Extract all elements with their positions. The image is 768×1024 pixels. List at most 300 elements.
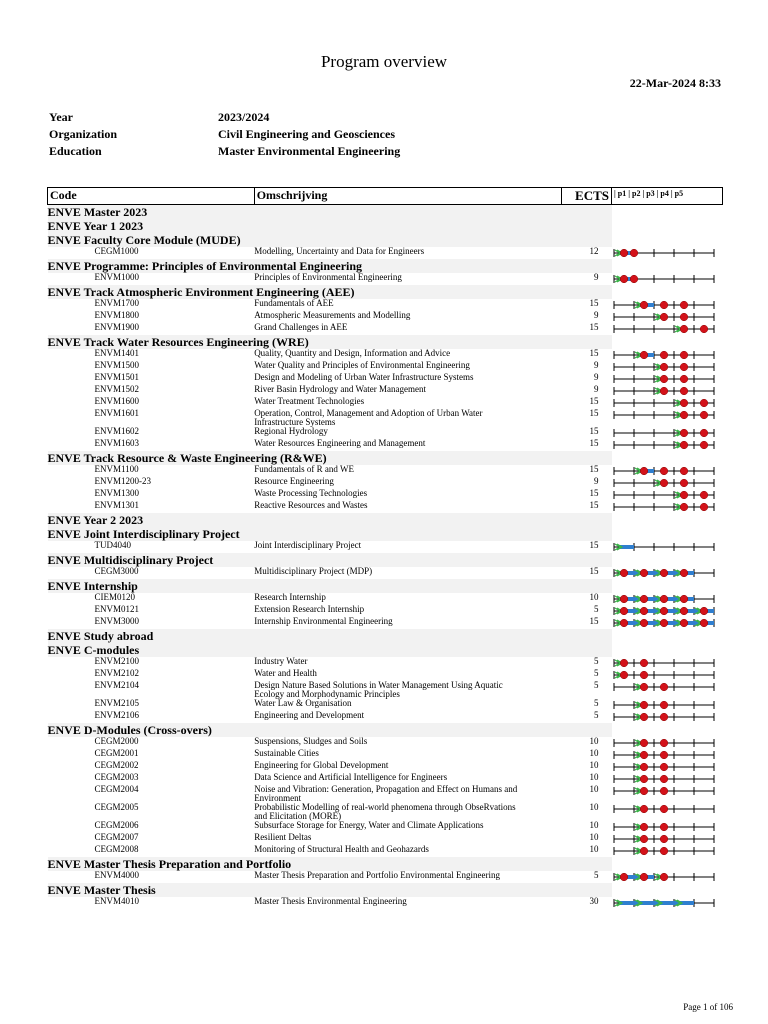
timeline-graphic — [612, 501, 716, 513]
exam-dot-icon — [660, 363, 668, 371]
course-timeline — [612, 593, 723, 605]
course-description-line: Engineering and Development — [254, 710, 365, 720]
group-label: ENVE Internship — [48, 579, 612, 593]
course-code: ENVM1502 — [94, 384, 139, 394]
course-description-line: Fundamentals of R and WE — [254, 464, 355, 474]
exam-dot-icon — [700, 503, 708, 511]
exam-dot-icon — [680, 479, 688, 487]
exam-dot-icon — [660, 607, 668, 615]
course-row — [48, 593, 723, 605]
exam-dot-icon — [640, 835, 648, 843]
group-label: ENVE C-modules — [48, 643, 612, 657]
course-timeline — [612, 605, 723, 617]
course-description — [254, 501, 561, 513]
course-description-line: Joint Interdisciplinary Project — [254, 540, 362, 550]
exam-dot-icon — [660, 683, 668, 691]
timeline-graphic — [612, 361, 716, 373]
course-description-line: Noise and Vibration: Generation, Propagation and Effect on Humans and — [254, 784, 518, 794]
group-spacer — [612, 527, 723, 541]
exam-dot-icon — [640, 713, 648, 721]
group-row — [48, 629, 723, 643]
group-row — [48, 553, 723, 567]
timeline-graphic — [612, 247, 716, 259]
course-timeline — [612, 541, 723, 553]
course-timeline — [612, 349, 723, 361]
exam-dot-icon — [660, 351, 668, 359]
meta-value: Civil Engineering and Geosciences — [218, 127, 395, 141]
course-timeline — [612, 323, 723, 335]
timeline-graphic — [612, 897, 716, 909]
exam-dot-icon — [620, 659, 628, 667]
course-code: ENVM1500 — [94, 360, 139, 370]
course-row — [48, 657, 723, 669]
course-timeline — [612, 477, 723, 489]
course-row — [48, 821, 723, 833]
course-code: ENVM1401 — [94, 348, 139, 358]
exam-dot-icon — [680, 569, 688, 577]
timeline-graphic — [612, 699, 716, 711]
course-ects: 15 — [589, 438, 599, 448]
course-code: CEGM1000 — [94, 246, 139, 256]
course-timeline — [612, 871, 723, 883]
exam-dot-icon — [620, 275, 628, 283]
course-ects: 10 — [589, 772, 599, 782]
exam-dot-icon — [680, 411, 688, 419]
group-spacer — [612, 205, 723, 220]
meta-label: Education — [49, 144, 102, 158]
exam-dot-icon — [660, 595, 668, 603]
course-code: ENVM2100 — [94, 656, 139, 666]
course-description-line: Environment — [254, 793, 302, 803]
course-ects: 9 — [594, 372, 599, 382]
timeline-graphic — [612, 311, 716, 323]
exam-dot-icon — [620, 873, 628, 881]
course-ects: 9 — [594, 272, 599, 282]
exam-dot-icon — [680, 441, 688, 449]
group-label: ENVE Master Thesis — [48, 883, 612, 897]
course-ects: 12 — [589, 246, 599, 256]
course-code: ENVM4010 — [94, 896, 139, 906]
course-timeline — [612, 501, 723, 513]
timeline-graphic — [612, 567, 716, 579]
exam-dot-icon — [640, 671, 648, 679]
exam-dot-icon — [640, 569, 648, 577]
course-timeline — [612, 409, 723, 427]
course-code: ENVM0121 — [94, 604, 139, 614]
group-label: ENVE Multidisciplinary Project — [48, 553, 612, 567]
exam-dot-icon — [640, 683, 648, 691]
timeline-graphic — [612, 669, 716, 681]
course-timeline — [612, 821, 723, 833]
course-timeline — [612, 299, 723, 311]
timeline-graphic — [612, 349, 716, 361]
exam-dot-icon — [700, 411, 708, 419]
course-timeline — [612, 785, 723, 803]
course-row — [48, 247, 723, 259]
exam-dot-icon — [640, 739, 648, 747]
course-row — [48, 871, 723, 883]
course-description-line: Research Internship — [254, 592, 326, 602]
course-code: ENVM1200-23 — [94, 476, 151, 486]
course-timeline — [612, 489, 723, 501]
course-timeline — [612, 897, 723, 909]
exam-dot-icon — [660, 739, 668, 747]
course-ects: 10 — [589, 736, 599, 746]
course-code: CEGM2005 — [94, 802, 139, 812]
course-timeline — [612, 273, 723, 285]
exam-dot-icon — [660, 701, 668, 709]
timestamp: 22-Mar-2024 8:33 — [629, 76, 721, 90]
course-ects: 15 — [589, 566, 599, 576]
exam-dot-icon — [700, 619, 708, 627]
timeline-graphic — [612, 299, 716, 311]
course-description-line: Master Thesis Preparation and Portfolio Environmental Engineering — [254, 870, 500, 880]
course-timeline — [612, 681, 723, 699]
exam-dot-icon — [620, 619, 628, 627]
timeline-graphic — [612, 541, 716, 553]
course-description-line: Engineering for Global Development — [254, 760, 389, 770]
exam-dot-icon — [680, 325, 688, 333]
exam-dot-icon — [660, 847, 668, 855]
exam-dot-icon — [640, 595, 648, 603]
course-timeline — [612, 711, 723, 723]
course-description-line: Design and Modeling of Urban Water Infrastructure Systems — [254, 372, 474, 382]
course-description-line: Water Treatment Technologies — [254, 396, 365, 406]
course-ects: 10 — [589, 820, 599, 830]
course-ects: 5 — [594, 604, 599, 614]
group-spacer — [612, 643, 723, 657]
course-code: ENVM2104 — [94, 680, 139, 690]
page-title: Program overview — [320, 52, 448, 71]
course-timeline — [612, 361, 723, 373]
meta-year — [49, 110, 270, 125]
exam-dot-icon — [700, 429, 708, 437]
course-row — [48, 845, 723, 857]
group-spacer — [612, 285, 723, 299]
meta-label: Organization — [49, 127, 117, 141]
course-code: ENVM2105 — [94, 698, 139, 708]
exam-dot-icon — [680, 399, 688, 407]
course-ects: 10 — [589, 844, 599, 854]
course-timeline — [612, 439, 723, 451]
exam-dot-icon — [680, 607, 688, 615]
group-spacer — [612, 723, 723, 737]
exam-dot-icon — [660, 805, 668, 813]
header-description: Omschrijving — [254, 188, 561, 205]
course-timeline — [612, 427, 723, 439]
exam-dot-icon — [680, 301, 688, 309]
course-description-line: Water Law & Organisation — [254, 698, 352, 708]
course-code: CEGM2004 — [94, 784, 139, 794]
group-row — [48, 857, 723, 871]
timeline-graphic — [612, 737, 716, 749]
exam-dot-icon — [640, 823, 648, 831]
exam-dot-icon — [620, 607, 628, 615]
group-label: ENVE Year 2 2023 — [48, 513, 612, 527]
exam-dot-icon — [640, 847, 648, 855]
exam-dot-icon — [620, 249, 628, 257]
course-code: ENVM1900 — [94, 322, 139, 332]
program-table — [47, 187, 723, 909]
course-ects: 5 — [594, 698, 599, 708]
exam-dot-icon — [640, 751, 648, 759]
course-description-line: Data Science and Artificial Intelligence for Engineers — [254, 772, 448, 782]
exam-dot-icon — [700, 325, 708, 333]
exam-dot-icon — [630, 275, 638, 283]
course-row — [48, 323, 723, 335]
course-timeline — [612, 373, 723, 385]
course-description-line: Operation, Control, Management and Adoption of Urban Water — [254, 408, 483, 418]
course-row — [48, 409, 723, 427]
timeline-graphic — [612, 761, 716, 773]
group-row — [48, 233, 723, 247]
header-ects: ECTS — [562, 188, 612, 205]
course-ects: 5 — [594, 870, 599, 880]
group-spacer — [612, 451, 723, 465]
exam-dot-icon — [640, 775, 648, 783]
course-ects: 15 — [589, 322, 599, 332]
course-ects: 15 — [589, 348, 599, 358]
course-description — [254, 273, 561, 285]
group-row — [48, 335, 723, 349]
timeline-graphic — [612, 871, 716, 883]
course-ects: 15 — [589, 464, 599, 474]
meta-value: 2023/2024 — [218, 110, 270, 124]
exam-dot-icon — [640, 467, 648, 475]
meta-label: Year — [49, 110, 73, 124]
course-description-line: Industry Water — [254, 656, 308, 666]
course-row — [48, 489, 723, 501]
course-description-line: Resilient Deltas — [254, 832, 312, 842]
timeline-graphic — [612, 373, 716, 385]
course-timeline — [612, 311, 723, 323]
group-spacer — [612, 233, 723, 247]
course-code: ENVM2106 — [94, 710, 139, 720]
course-timeline — [612, 465, 723, 477]
course-timeline — [612, 669, 723, 681]
group-label: ENVE Programme: Principles of Environmental Engineering — [48, 259, 612, 273]
course-code: ENVM3000 — [94, 616, 139, 626]
course-description-line: Internship Environmental Engineering — [254, 616, 393, 626]
group-label: ENVE Master 2023 — [48, 205, 612, 220]
course-timeline — [612, 803, 723, 821]
course-row — [48, 385, 723, 397]
course-description — [254, 439, 561, 451]
timeline-graphic — [612, 273, 716, 285]
group-label: ENVE Study abroad — [48, 629, 612, 643]
course-ects: 15 — [589, 488, 599, 498]
course-ects: 10 — [589, 748, 599, 758]
exam-dot-icon — [640, 619, 648, 627]
course-description-line: Reactive Resources and Wastes — [254, 500, 368, 510]
course-code: ENVM1602 — [94, 426, 139, 436]
timeline-graphic — [612, 605, 716, 617]
exam-dot-icon — [620, 671, 628, 679]
exam-dot-icon — [700, 607, 708, 615]
page-number: Page 1 of 106 — [683, 1002, 733, 1012]
exam-dot-icon — [660, 873, 668, 881]
course-description-line: Extension Research Internship — [254, 604, 365, 614]
course-timeline — [612, 737, 723, 749]
course-description-line: Fundamentals of AEE — [254, 298, 334, 308]
meta-education — [49, 144, 401, 159]
course-row — [48, 439, 723, 451]
group-label: ENVE Faculty Core Module (MUDE) — [48, 233, 612, 247]
course-row — [48, 803, 723, 821]
course-code: CEGM2006 — [94, 820, 139, 830]
timeline-graphic — [612, 477, 716, 489]
course-description — [254, 803, 561, 821]
course-description — [254, 897, 561, 909]
exam-dot-icon — [660, 479, 668, 487]
course-ects: 15 — [589, 500, 599, 510]
course-code: ENVM2102 — [94, 668, 139, 678]
exam-dot-icon — [660, 751, 668, 759]
group-spacer — [612, 219, 723, 233]
exam-dot-icon — [640, 701, 648, 709]
course-code: ENVM1601 — [94, 408, 139, 418]
course-ects: 15 — [589, 396, 599, 406]
group-row — [48, 219, 723, 233]
course-description-line: Modelling, Uncertainty and Data for Engineers — [254, 246, 425, 256]
course-timeline — [612, 657, 723, 669]
course-row — [48, 273, 723, 285]
course-ects: 10 — [589, 802, 599, 812]
timeline-graphic — [612, 681, 716, 693]
exam-dot-icon — [680, 313, 688, 321]
group-row — [48, 259, 723, 273]
course-code: ENVM1100 — [94, 464, 139, 474]
course-code: ENVM1501 — [94, 372, 139, 382]
group-spacer — [612, 883, 723, 897]
exam-dot-icon — [640, 787, 648, 795]
course-timeline — [612, 749, 723, 761]
exam-dot-icon — [680, 467, 688, 475]
exam-dot-icon — [640, 805, 648, 813]
exam-dot-icon — [680, 619, 688, 627]
course-description — [254, 785, 561, 803]
exam-dot-icon — [680, 387, 688, 395]
exam-dot-icon — [660, 569, 668, 577]
group-label: ENVE Track Resource & Waste Engineering (R&WE) — [48, 451, 612, 465]
course-code: CEGM2003 — [94, 772, 139, 782]
course-description — [254, 845, 561, 857]
course-code: CEGM3000 — [94, 566, 139, 576]
timeline-graphic — [612, 489, 716, 501]
course-code: ENVM4000 — [94, 870, 139, 880]
exam-dot-icon — [660, 375, 668, 383]
group-spacer — [612, 857, 723, 871]
course-ects: 15 — [589, 540, 599, 550]
course-timeline — [612, 385, 723, 397]
course-description-line: Subsurface Storage for Energy, Water and Climate Applications — [254, 820, 484, 830]
exam-dot-icon — [660, 823, 668, 831]
course-ects: 5 — [594, 668, 599, 678]
course-ects: 5 — [594, 710, 599, 720]
course-ects: 10 — [589, 784, 599, 794]
group-label: ENVE Track Water Resources Engineering (WRE) — [48, 335, 612, 349]
course-row — [48, 737, 723, 749]
timeline-graphic — [612, 385, 716, 397]
course-description-line: Grand Challenges in AEE — [254, 322, 348, 332]
course-description-line: Water and Health — [254, 668, 317, 678]
group-row — [48, 513, 723, 527]
course-description — [254, 409, 561, 427]
course-timeline — [612, 397, 723, 409]
course-code: ENVM1800 — [94, 310, 139, 320]
timeline-graphic — [612, 803, 716, 815]
timeline-graphic — [612, 833, 716, 845]
course-description-line: Design Nature Based Solutions in Water Management Using Aquatic — [254, 680, 503, 690]
course-description-line: Suspensions, Sludges and Soils — [254, 736, 368, 746]
course-ects: 10 — [589, 592, 599, 602]
exam-dot-icon — [680, 595, 688, 603]
course-row — [48, 501, 723, 513]
course-timeline — [612, 773, 723, 785]
course-description — [254, 323, 561, 335]
group-row — [48, 285, 723, 299]
exam-dot-icon — [640, 659, 648, 667]
group-spacer — [612, 553, 723, 567]
course-code: CEGM2002 — [94, 760, 139, 770]
exam-dot-icon — [660, 835, 668, 843]
course-ects: 15 — [589, 426, 599, 436]
course-ects: 5 — [594, 680, 599, 690]
course-row — [48, 617, 723, 629]
exam-dot-icon — [630, 249, 638, 257]
exam-dot-icon — [660, 775, 668, 783]
timeline-graphic — [612, 427, 716, 439]
group-label: ENVE D-Modules (Cross-overs) — [48, 723, 612, 737]
course-code: ENVM1700 — [94, 298, 139, 308]
course-timeline — [612, 617, 723, 629]
timeline-graphic — [612, 323, 716, 335]
course-code: ENVM1603 — [94, 438, 139, 448]
group-row — [48, 205, 723, 220]
course-timeline — [612, 845, 723, 857]
course-row — [48, 541, 723, 553]
course-ects: 10 — [589, 760, 599, 770]
course-code: CEGM2001 — [94, 748, 139, 758]
course-description-line: Water Resources Engineering and Management — [254, 438, 426, 448]
meta-value: Master Environmental Engineering — [218, 144, 401, 158]
timeline-graphic — [612, 773, 716, 785]
exam-dot-icon — [680, 375, 688, 383]
group-spacer — [612, 513, 723, 527]
course-description-line: River Basin Hydrology and Water Management — [254, 384, 427, 394]
course-row — [48, 477, 723, 489]
course-ects: 30 — [589, 896, 599, 906]
exam-dot-icon — [620, 595, 628, 603]
course-ects: 15 — [589, 616, 599, 626]
timeline-graphic — [612, 465, 716, 477]
course-code: ENVM1300 — [94, 488, 139, 498]
group-spacer — [612, 259, 723, 273]
exam-dot-icon — [700, 399, 708, 407]
course-code: ENVM1301 — [94, 500, 139, 510]
group-row — [48, 579, 723, 593]
exam-dot-icon — [700, 441, 708, 449]
course-ects: 15 — [589, 298, 599, 308]
course-ects: 9 — [594, 360, 599, 370]
exam-dot-icon — [700, 491, 708, 499]
course-description-line: Quality, Quantity and Design, Information and Advice — [254, 348, 451, 358]
course-row — [48, 311, 723, 323]
course-description-line: Multidisciplinary Project (MDP) — [254, 566, 373, 576]
course-code: TUD4040 — [94, 540, 131, 550]
exam-dot-icon — [660, 467, 668, 475]
course-description-line: Master Thesis Environmental Engineering — [254, 896, 407, 906]
